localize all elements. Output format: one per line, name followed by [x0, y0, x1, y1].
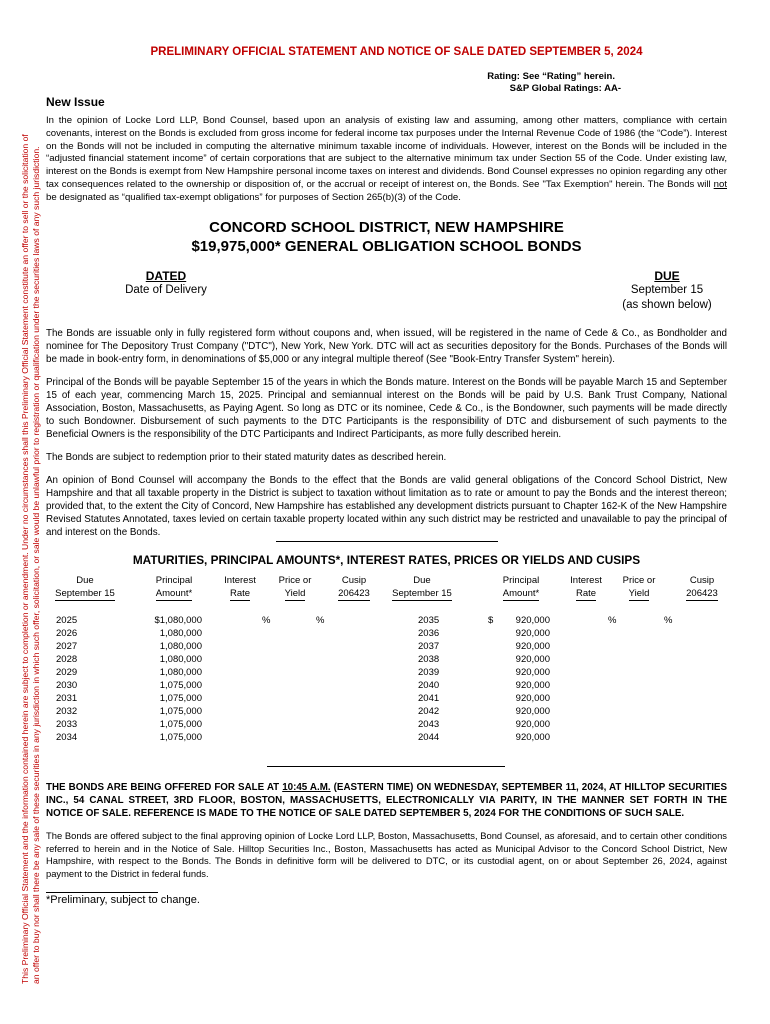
- header-principal-line1: Principal: [155, 575, 193, 587]
- header-due-line1: Due: [76, 575, 94, 587]
- header-price-line2: Yield: [628, 588, 650, 600]
- table-divider: [267, 766, 505, 767]
- footnote-rule: [46, 892, 158, 893]
- offering-text-2: (EASTERN TIME) ON WEDNESDAY, SEPTEMBER 11, 2024, AT HILLTOP SECURITIES INC., 54 CANAL STREET, 3RD FLOOR, BOSTON, MASSACHUSETTS, ELECTRONICALLY VIA PARITY, IN THE MANNER SET FORTH IN THE NOTICE OF SALE. REFERENCE IS MADE TO THE NOTICE OF SALE DATED SEPTEMBER 5, 2024 FOR THE CONDITIONS OF SUCH SALE.: [46, 782, 727, 820]
- right-rate-percent: %: [608, 615, 617, 627]
- amount-cell: 920,000: [515, 680, 550, 692]
- dated-heading: DATED: [145, 268, 187, 283]
- offering-paragraph: [46, 781, 727, 820]
- sp-rating-line: S&P Global Ratings: AA-: [509, 83, 621, 94]
- amount-cell: 1,075,000: [159, 706, 202, 718]
- amount-cell: 1,075,000: [159, 719, 202, 731]
- left-rate-percent: %: [262, 615, 271, 627]
- amount-cell: $1,080,000: [154, 615, 202, 627]
- header-cusip-line2: 206423: [338, 588, 370, 600]
- year-cell: 2037: [418, 641, 440, 653]
- header-interest-right: [566, 574, 606, 601]
- right-amounts-column: [502, 614, 550, 744]
- header-principal-left: [138, 574, 210, 601]
- year-cell: 2026: [56, 628, 78, 640]
- tax-text-1: In the opinion of Locke Lord LLP, Bond Counsel, based upon an analysis of existing law and assuming, among other matters, compliance with certain covenants, interest on the Bonds is excluded from gross income for federal income tax purposes under the Internal Revenue Code of 1986 (the “Code”). Interest on the Bonds will not be included in computing the alternative minimum taxable income of individuals. However, interest on the Bonds will be included in the “adjusted financial statement income” of certain corporations that are subject to the alternative minimum tax under Section 55 of the Code. Under existing law, interest on the Bonds is exempt from New Hampshire personal income taxes on interest and dividends. Bond Counsel expresses no opinion regarding any other tax consequences related to the ownership or disposition of, or the accrual or receipt of interest on, the Bonds. See "Tax Exemption" herein. The Bonds will: [46, 115, 727, 190]
- header-price-right: [616, 574, 662, 601]
- header-price-line2: Yield: [284, 588, 306, 600]
- amount-cell: 920,000: [515, 706, 550, 718]
- header-due-right: [382, 574, 462, 601]
- amount-cell: 920,000: [515, 615, 550, 627]
- tax-opinion-paragraph: [46, 115, 727, 205]
- header-price-line1: Price or: [278, 575, 312, 587]
- amount-cell: 1,075,000: [159, 680, 202, 692]
- amount-cell: 1,075,000: [159, 732, 202, 744]
- dated-value: Date of Delivery: [125, 284, 207, 297]
- year-cell: 2044: [418, 732, 440, 744]
- amount-cell: 1,075,000: [159, 693, 202, 705]
- amount-cell: 1,080,000: [159, 641, 202, 653]
- bond-counsel-paragraph: An opinion of Bond Counsel will accompany the Bonds to the effect that the Bonds are valid general obligations of the Concord School District, New Hampshire and that all taxable property in the District is subject to taxation without limitation as to rate or amount to pay the Bonds and the interest thereon; provided that, to the extent the City of Concord, New Hampshire has established any development districts pursuant to Chapter 162-K of the New Hampshire Revised Statutes Annotated, taxes levied on certain taxable property located within any such district may be restricted and unavailable to pay the principal of and interest on the Bonds.: [46, 475, 727, 539]
- tax-text-underlined: not: [713, 178, 727, 190]
- amount-cell: 920,000: [515, 667, 550, 679]
- amount-cell: 1,080,000: [159, 628, 202, 640]
- section-divider: [276, 541, 498, 542]
- document-title: PRELIMINARY OFFICIAL STATEMENT AND NOTICE OF SALE DATED SEPTEMBER 5, 2024: [150, 46, 643, 58]
- year-cell: 2029: [56, 667, 78, 679]
- header-cusip-left: [332, 574, 376, 601]
- year-cell: 2040: [418, 680, 440, 692]
- header-interest-line2: Rate: [575, 588, 597, 600]
- rating-block: [46, 71, 727, 95]
- header-interest-line1: Interest: [570, 575, 602, 587]
- footnote: *Preliminary, subject to change.: [46, 894, 200, 907]
- rating-line: Rating: See “Rating” herein.: [487, 71, 615, 82]
- year-cell: 2025: [56, 615, 78, 627]
- tax-text-2: be designated as “qualified tax-exempt obligations” for purposes of Section 265(b)(3) of the Code.: [46, 191, 461, 203]
- header-cusip-line1: Cusip: [689, 575, 715, 587]
- year-cell: 2042: [418, 706, 440, 718]
- header-price-line1: Price or: [622, 575, 656, 587]
- side-disclaimer-line1: This Preliminary Official Statement and the information contained herein are subject to completion or amendment. Under no circumstances shall this Preliminary Official Statement constitute an offer to sell or the solicitation of: [20, 134, 30, 984]
- amount-cell: 920,000: [515, 654, 550, 666]
- header-interest-left: [220, 574, 260, 601]
- header-due-line2: September 15: [392, 588, 452, 600]
- header-cusip-right: [680, 574, 724, 601]
- header-principal-line1: Principal: [502, 575, 540, 587]
- header-due-line1: Due: [413, 575, 431, 587]
- amount-cell: 920,000: [515, 719, 550, 731]
- header-interest-line2: Rate: [229, 588, 251, 600]
- registration-paragraph: The Bonds are issuable only in fully registered form without coupons and, when issued, will be registered in the name of Cede & Co., as Bondholder and nominee for The Depository Trust Company ("DTC"), New York, New York. DTC will act as securities depository for the Bonds. Purchases of the Bonds will be made in book-entry form, in denominations of $5,000 or any integral multiple thereof (See "Book-Entry Transfer System" herein).: [46, 328, 727, 366]
- header-principal-right: [486, 574, 556, 601]
- left-amounts-column: [140, 614, 202, 744]
- due-value: September 15: [630, 284, 704, 297]
- year-cell: 2034: [56, 732, 78, 744]
- issuer-heading: [46, 218, 727, 256]
- closing-paragraph: The Bonds are offered subject to the final approving opinion of Locke Lord LLP, Boston, Massachusetts, Bond Counsel, as aforesaid, and to certain other conditions referred to herein and in the Notice of Sale. Hilltop Securities Inc., Boston, Massachusetts has acted as Municipal Advisor to the Concord School District, New Hampshire, with respect to the Bonds. The Bonds in definitive form will be delivered to DTC, or its custodial agent, on or about September 26, 2024, against payment to the District in federal funds.: [46, 830, 727, 879]
- redemption-paragraph: The Bonds are subject to redemption prior to their stated maturity dates as described herein.: [46, 452, 447, 464]
- right-dollar-sign: $: [488, 615, 494, 627]
- document-body: [46, 46, 727, 906]
- new-issue-label: New Issue: [46, 95, 105, 109]
- amount-cell: 920,000: [515, 641, 550, 653]
- maturities-table: [46, 574, 727, 764]
- bond-title: $19,975,000* GENERAL OBLIGATION SCHOOL BONDS: [191, 237, 582, 255]
- amount-cell: 920,000: [515, 628, 550, 640]
- year-cell: 2032: [56, 706, 78, 718]
- right-yield-percent: %: [664, 615, 673, 627]
- year-cell: 2035: [418, 615, 440, 627]
- right-years-column: [418, 614, 458, 744]
- due-block: [607, 269, 727, 313]
- year-cell: 2028: [56, 654, 78, 666]
- header-cusip-line1: Cusip: [341, 575, 367, 587]
- offering-text-1: THE BONDS ARE BEING OFFERED FOR SALE AT: [46, 782, 283, 794]
- header-principal-line2: Amount*: [502, 588, 540, 600]
- header-due-line2: September 15: [55, 588, 115, 600]
- side-disclaimer-line2: an offer to buy nor shall there be any sale of these securities in any jurisdiction in which such offer, solicitation, or sale would be unlawful prior to registration or qualification under the securities laws of any such jurisdiction.: [31, 146, 41, 984]
- header-cusip-line2: 206423: [686, 588, 718, 600]
- due-heading: DUE: [654, 268, 680, 283]
- header-due-left: [46, 574, 124, 601]
- amount-cell: 1,080,000: [159, 654, 202, 666]
- left-yield-percent: %: [316, 615, 325, 627]
- due-note: (as shown below): [622, 298, 712, 311]
- amount-cell: 920,000: [515, 732, 550, 744]
- amount-cell: 1,080,000: [159, 667, 202, 679]
- header-interest-line1: Interest: [224, 575, 256, 587]
- year-cell: 2038: [418, 654, 440, 666]
- offering-time: 10:45 A.M.: [282, 782, 331, 794]
- year-cell: 2030: [56, 680, 78, 692]
- issuer-name: CONCORD SCHOOL DISTRICT, NEW HAMPSHIRE: [209, 218, 564, 236]
- year-cell: 2036: [418, 628, 440, 640]
- maturities-title: MATURITIES, PRINCIPAL AMOUNTS*, INTEREST RATES, PRICES OR YIELDS AND CUSIPS: [132, 553, 641, 568]
- dated-due-row: [46, 269, 727, 313]
- year-cell: 2039: [418, 667, 440, 679]
- payment-paragraph: Principal of the Bonds will be payable September 15 of the years in which the Bonds mature. Interest on the Bonds will be payable March 15 and September 15 of each year, commencing March 15, 2025. Principal and semiannual interest on the Bonds will be paid by U.S. Bank Trust Company, National Association, Boston, Massachusetts, as Paying Agent. So long as DTC or its nominee, Cede & Co., is the Bondowner, such payments will be made directly to such Bondowner. Disbursement of such payments to the DTC Participants is the responsibility of DTC and disbursement of such payments to the Beneficial Owners is the responsibility of the DTC Participants and Indirect Participants, as more fully described herein.: [46, 377, 727, 441]
- year-cell: 2031: [56, 693, 78, 705]
- dated-block: [106, 269, 226, 313]
- year-cell: 2027: [56, 641, 78, 653]
- amount-cell: 920,000: [515, 693, 550, 705]
- header-price-left: [272, 574, 318, 601]
- header-principal-line2: Amount*: [155, 588, 193, 600]
- year-cell: 2043: [418, 719, 440, 731]
- year-cell: 2041: [418, 693, 440, 705]
- year-cell: 2033: [56, 719, 78, 731]
- left-years-column: [56, 614, 96, 744]
